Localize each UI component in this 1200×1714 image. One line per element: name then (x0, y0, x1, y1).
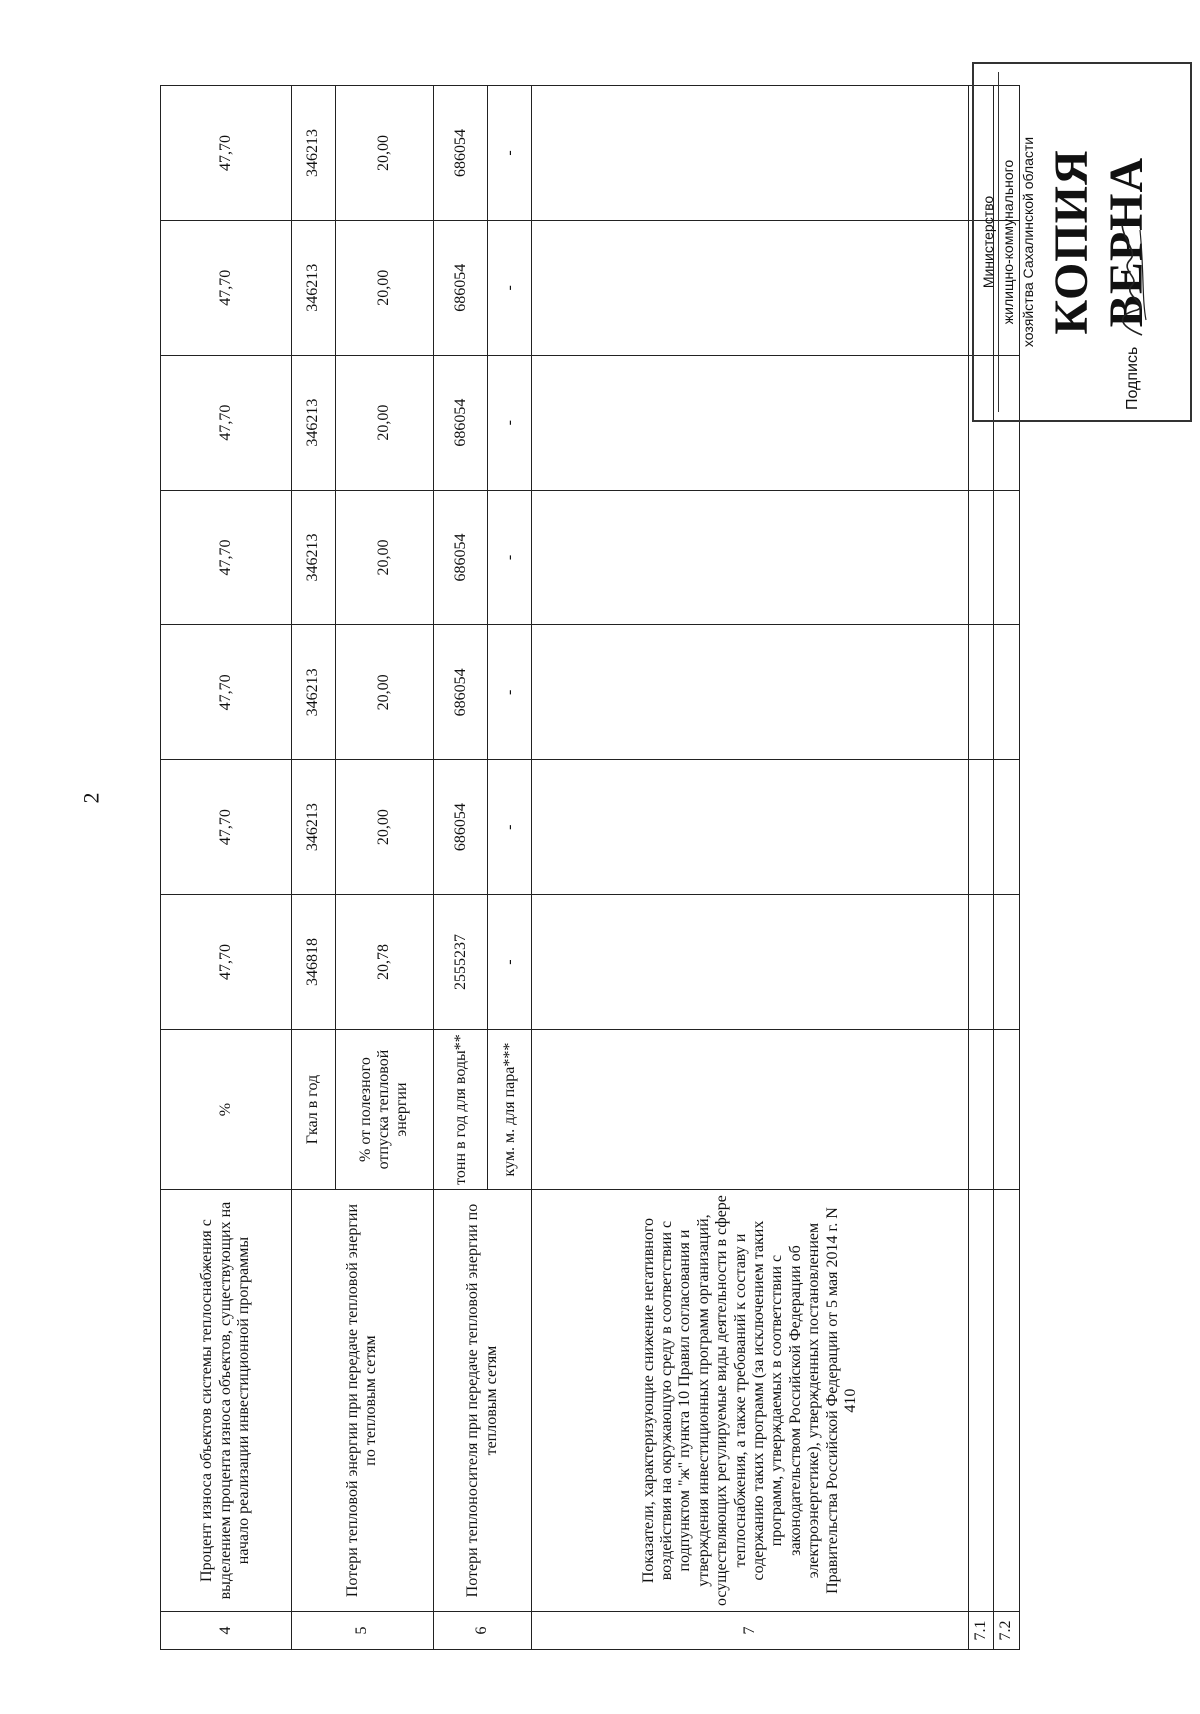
row-value: 346213 (292, 220, 336, 355)
row-value: 346213 (292, 86, 336, 221)
indicators-grid (160, 85, 1020, 1650)
table-row (433, 86, 488, 1650)
row-value: 346213 (292, 490, 336, 625)
row-value: - (488, 490, 532, 625)
indicators-table (160, 85, 1020, 1650)
row-value: 346818 (292, 895, 336, 1030)
row-value: 20,00 (335, 220, 433, 355)
row-value: 47,70 (161, 490, 292, 625)
row-value: 47,70 (161, 355, 292, 490)
row-unit: % от полезного отпуска тепловой энергии (335, 1029, 433, 1189)
row-value: 20,00 (335, 355, 433, 490)
table-row (161, 86, 292, 1650)
row-value: 686054 (433, 760, 488, 895)
row-value: 20,00 (335, 86, 433, 221)
row-unit: кум. м. для пара*** (488, 1029, 532, 1189)
signature-image (1112, 220, 1152, 340)
row-value: 47,70 (161, 895, 292, 1030)
row-number: 6 (433, 1611, 531, 1649)
row-value: - (488, 895, 532, 1030)
page-number: 2 (78, 792, 104, 804)
row-number: 5 (292, 1611, 434, 1649)
row-value (532, 625, 969, 760)
row-value: 346213 (292, 760, 336, 895)
row-value: 20,78 (335, 895, 433, 1030)
row-value: 2555237 (433, 895, 488, 1030)
row-value (532, 220, 969, 355)
row-value: 686054 (433, 355, 488, 490)
certification-stamp (972, 62, 1192, 422)
row-value (532, 490, 969, 625)
row-value (532, 760, 969, 895)
row-value (532, 895, 969, 1030)
row-value: - (488, 355, 532, 490)
row-name: Показатели, характеризующие снижение негативного воздействия на окружающую среду в соответствии с подпунктом "ж" пункта 10 Правил согласования и утверждения инвестиционных программ организаций, осуществляющих регулируемые виды деятельности в сфере теплоснабжения, а также требований к составу и содержанию таких программ (за исключением таких программ, утверждаемых в соответствии с законодательством Российской Федерации об электроэнергетике), утвержденных постановлением Правительства Российской Федерации от 5 мая 2014 г. N 410 (532, 1190, 969, 1612)
row-value: 20,00 (335, 625, 433, 760)
row-value: 686054 (433, 625, 488, 760)
stamp-department: жилищно-коммунального (1000, 159, 1016, 325)
row-name: Потери теплоносителя при передаче тепловой энергии по тепловым сетям (433, 1190, 531, 1612)
row-name: Потери тепловой энергии при передаче тепловой энергии по тепловым сетям (292, 1190, 434, 1612)
row-unit: тонн в год для воды** (433, 1029, 488, 1189)
row-unit: Гкал в год (292, 1029, 336, 1189)
stamp-region: хозяйства Сахалинской области (1020, 136, 1036, 348)
row-value: 686054 (433, 220, 488, 355)
row-number: 7 (532, 1611, 969, 1649)
stamp-copy-verified: КОПИЯ ВЕРНА (1045, 149, 1153, 335)
row-value: 47,70 (161, 760, 292, 895)
stamp-ministry: Министерство (980, 195, 996, 289)
row-value: 686054 (433, 86, 488, 221)
row-number: 7.1 (968, 1611, 994, 1649)
row-value: 20,00 (335, 760, 433, 895)
row-value: - (488, 760, 532, 895)
row-number: 4 (161, 1611, 292, 1649)
row-value (532, 86, 969, 221)
row-unit (532, 1029, 969, 1189)
row-value: 47,70 (161, 220, 292, 355)
row-value (532, 355, 969, 490)
row-number: 7.2 (994, 1611, 1020, 1649)
stamp-signature-label: Подпись (1124, 346, 1141, 410)
row-value: - (488, 220, 532, 355)
row-value: 20,00 (335, 490, 433, 625)
row-value: - (488, 86, 532, 221)
row-value: 47,70 (161, 625, 292, 760)
table-row (292, 86, 336, 1650)
row-unit: % (161, 1029, 292, 1189)
row-value: 686054 (433, 490, 488, 625)
row-value: 346213 (292, 625, 336, 760)
row-value: 346213 (292, 355, 336, 490)
row-value: 47,70 (161, 86, 292, 221)
row-name: Процент износа объектов системы теплоснабжения с выделением процента износа объектов, существующих на начало реализации инвестиционной программы (161, 1190, 292, 1612)
row-value: - (488, 625, 532, 760)
table-row (532, 86, 969, 1650)
